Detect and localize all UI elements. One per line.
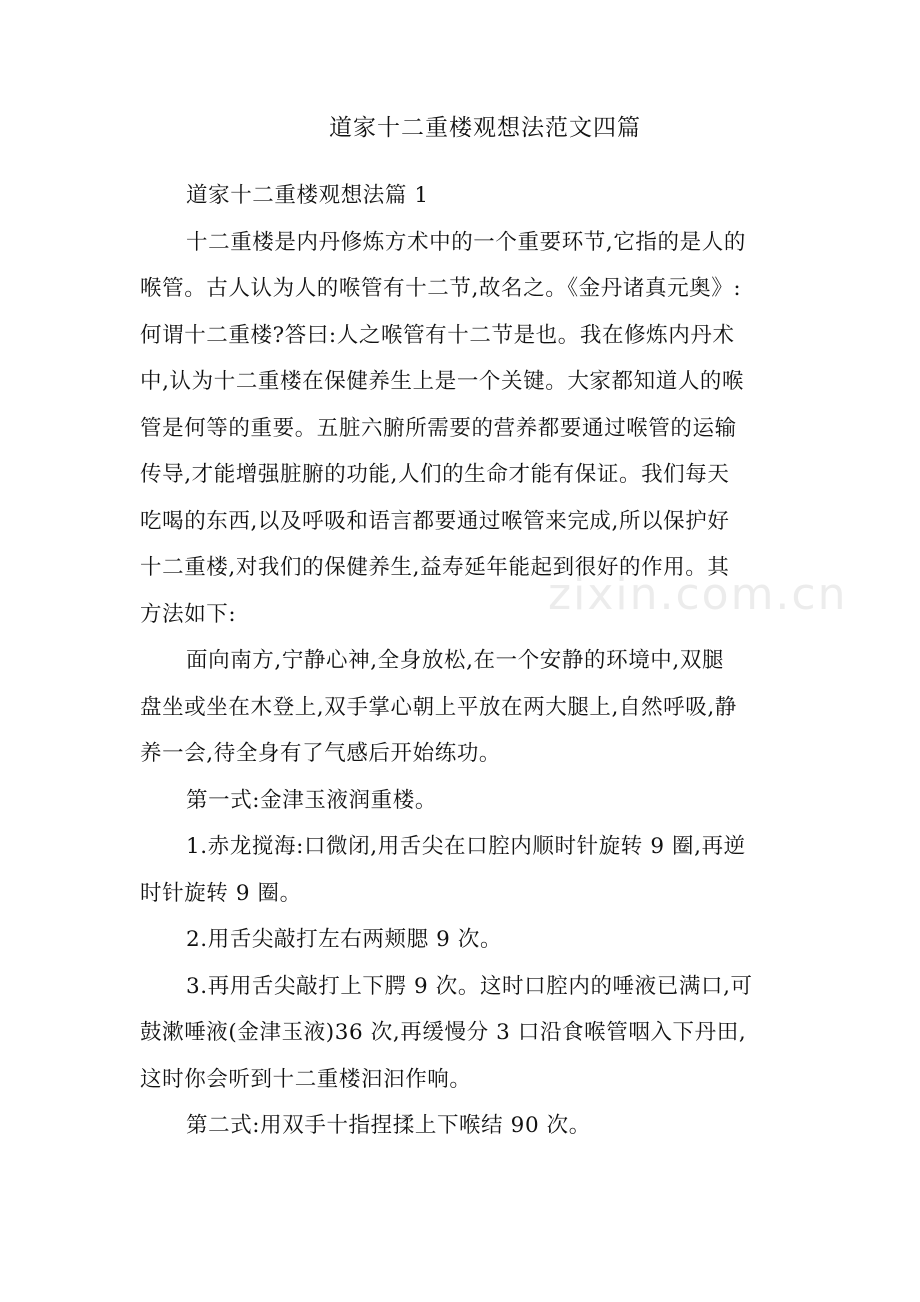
text-line: 养一会,待全身有了气感后开始练功。 bbox=[140, 741, 502, 766]
text-line: 面向南方,宁静心神,全身放松,在一个安静的环境中,双腿 bbox=[186, 648, 725, 673]
document-body bbox=[140, 173, 790, 1150]
text-line: 喉管。古人认为人的喉管有十二节,故名之。《金丹诸真元奥》: bbox=[140, 276, 742, 301]
document-title: 道家十二重楼观想法范文四篇 bbox=[329, 115, 641, 141]
text-line: 第一式:金津玉液润重楼。 bbox=[186, 787, 437, 813]
text-line: 盘坐或坐在木登上,双手掌心朝上平放在两大腿上,自然呼吸,静 bbox=[140, 694, 737, 720]
text-line: 吃喝的东西,以及呼吸和语言都要通过喉管来完成,所以保护好 bbox=[140, 508, 730, 534]
text-line: 2.用舌尖敲打左右两颊腮 9 次。 bbox=[186, 927, 503, 952]
text-line: 中,认为十二重楼在保健养生上是一个关键。大家都知道人的喉 bbox=[140, 369, 745, 394]
text-line: 道家十二重楼观想法篇 1 bbox=[186, 183, 429, 208]
text-line: 方法如下: bbox=[140, 601, 237, 627]
text-line: 3.再用舌尖敲打上下腭 9 次。这时口腔内的唾液已满口,可 bbox=[186, 973, 753, 999]
text-line: 这时你会听到十二重楼汩汩作响。 bbox=[140, 1066, 472, 1092]
watermark-text: zixin.com.cn bbox=[548, 569, 848, 620]
text-line: 1.赤龙搅海:口微闭,用舌尖在口腔内顺时针旋转 9 圈,再逆 bbox=[186, 834, 746, 859]
text-line: 管是何等的重要。五脏六腑所需要的营养都要通过喉管的运输 bbox=[140, 415, 737, 441]
text-line: 传导,才能增强脏腑的功能,人们的生命才能有保证。我们每天 bbox=[140, 462, 730, 487]
text-line: 十二重楼是内丹修炼方术中的一个重要环节,它指的是人的 bbox=[186, 229, 746, 255]
text-line: 十二重楼,对我们的保健养生,益寿延年能起到很好的作用。其 bbox=[140, 555, 730, 580]
text-line: 鼓漱唾液(金津玉液)36 次,再缓慢分 3 口沿食喉管咽入下丹田, bbox=[140, 1020, 747, 1045]
text-line: 何谓十二重楼?答曰:人之喉管有十二节是也。我在修炼内丹术 bbox=[140, 322, 735, 348]
text-line: 第二式:用双手十指捏揉上下喉结 90 次。 bbox=[186, 1113, 591, 1138]
text-line: 时针旋转 9 圈。 bbox=[140, 880, 302, 906]
